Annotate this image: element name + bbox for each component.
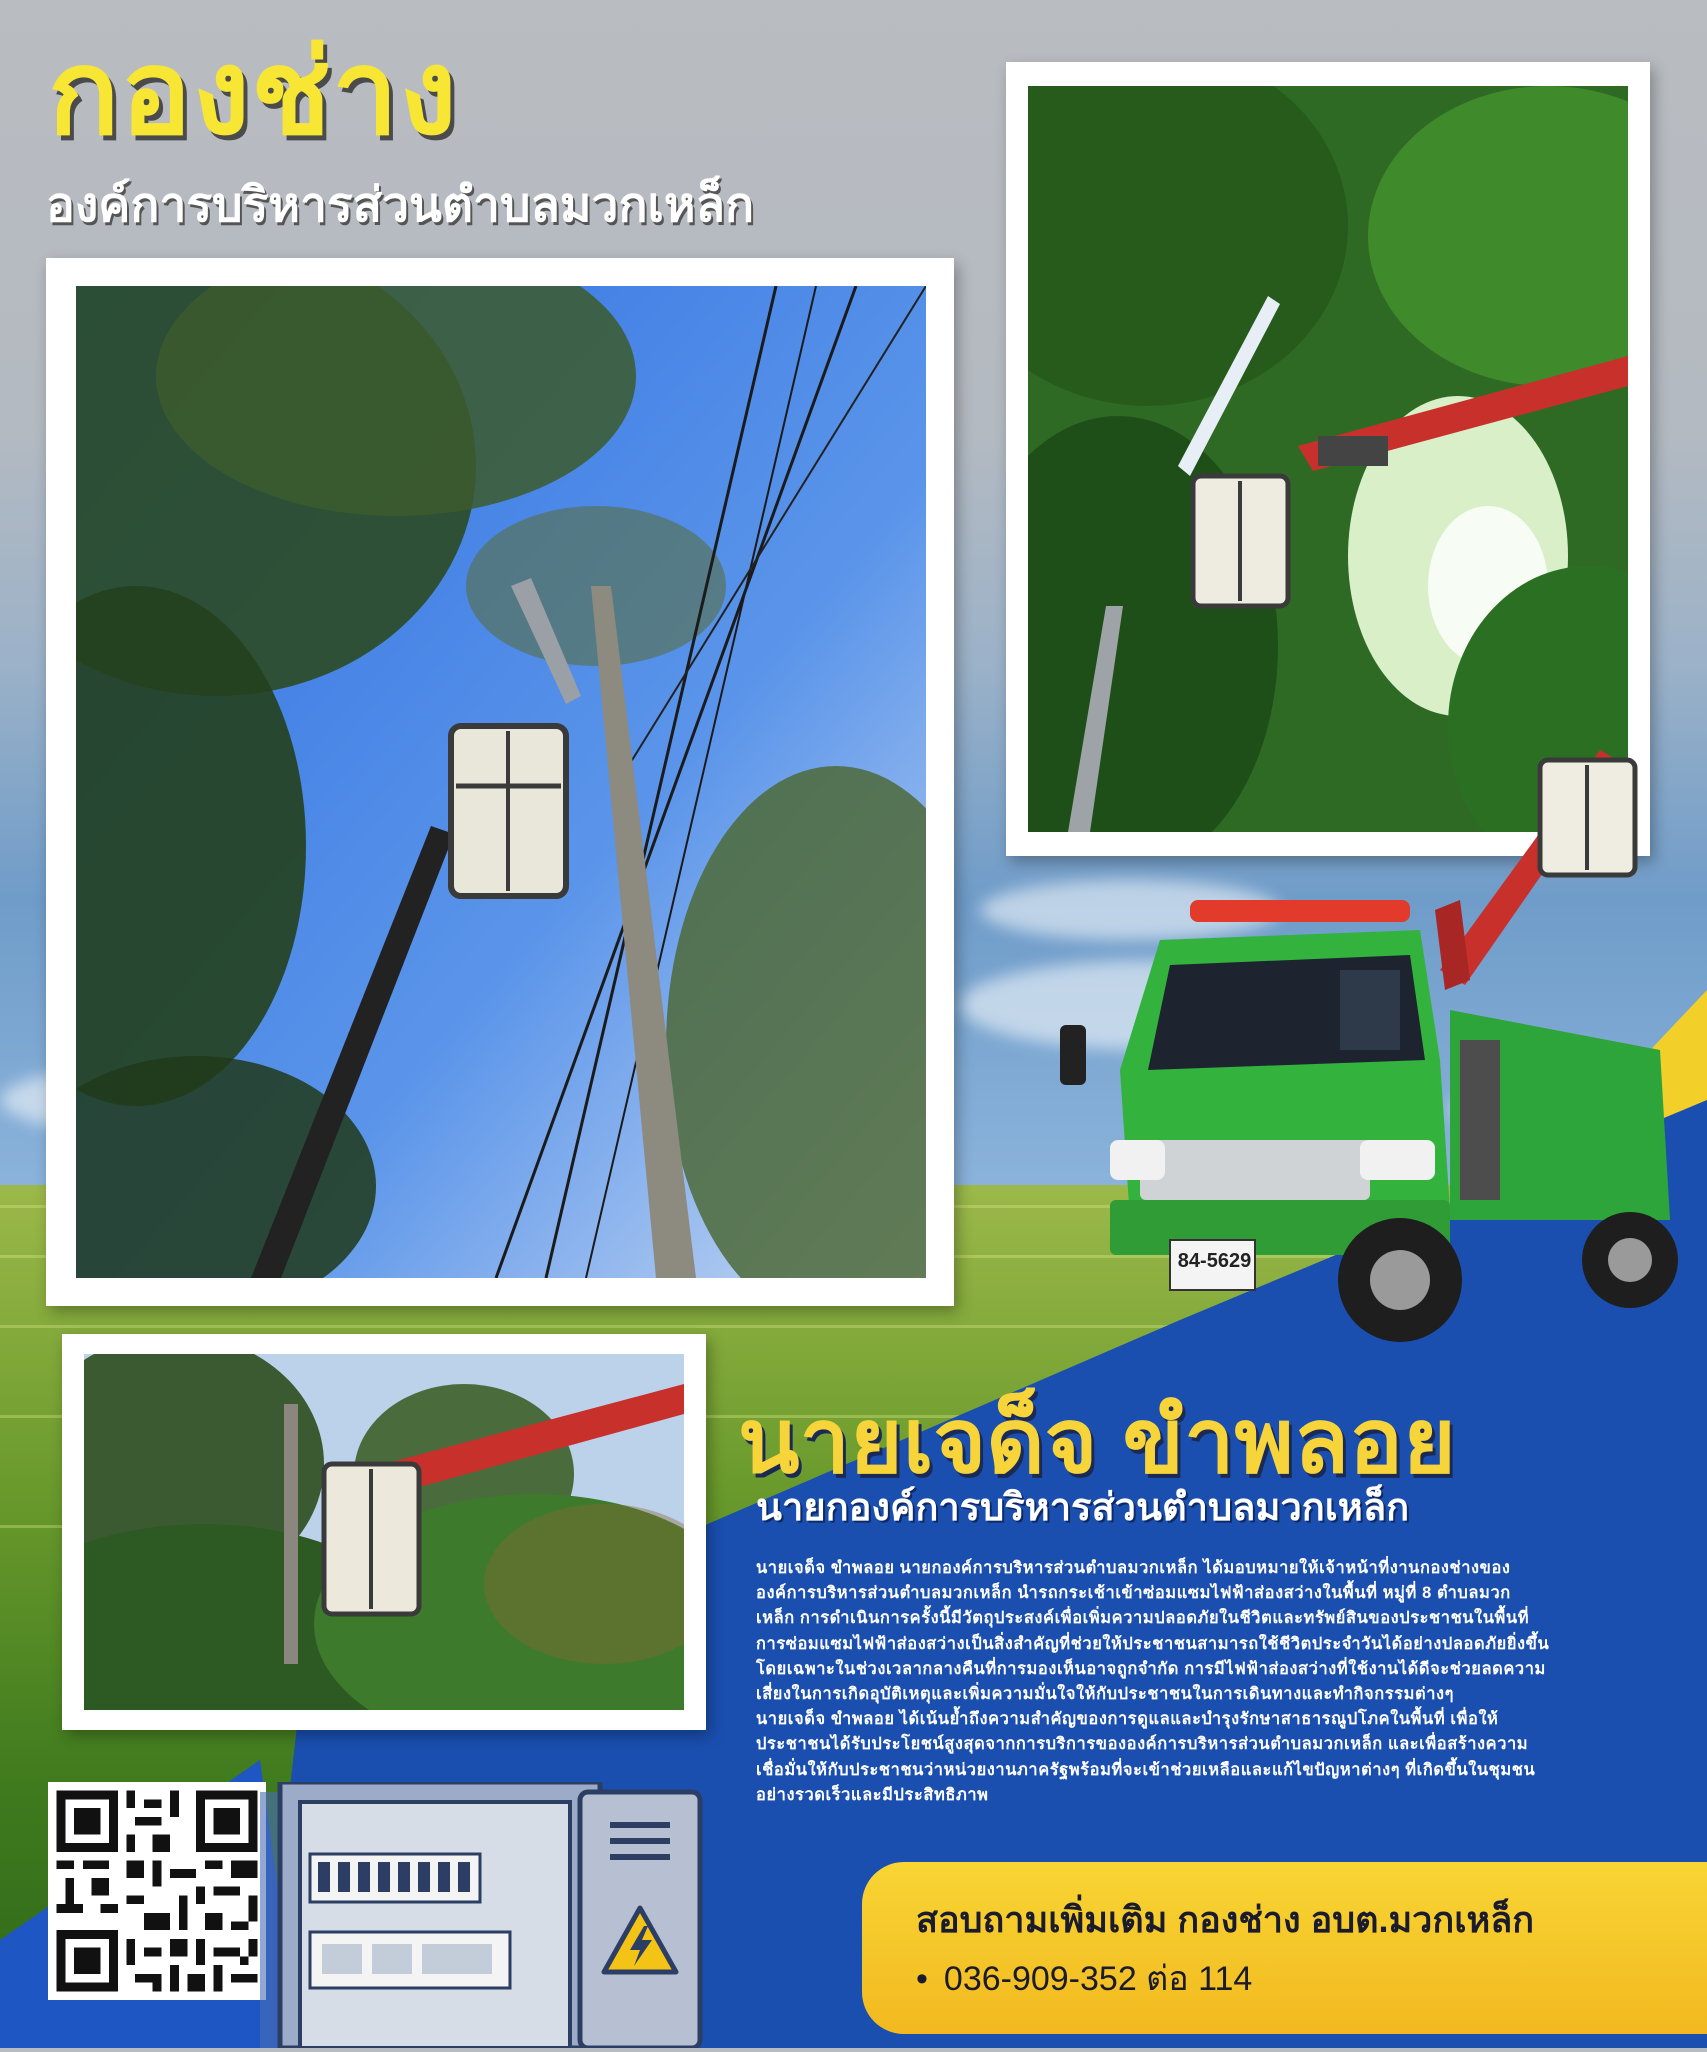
main-photo-frame	[46, 258, 954, 1306]
description-line: เสี่ยงในการเกิดอุบัติเหตุและเพิ่มความมั่นใจให้กับประชาชนในการเดินทางและทำกิจกรรมต่างๆ	[756, 1685, 1455, 1704]
lightning-warning-icon	[600, 1904, 680, 1976]
top-right-photo-frame	[1006, 62, 1650, 856]
top-right-photo	[1028, 86, 1628, 832]
description-line: การซ่อมแซมไฟฟ้าส่องสว่างเป็นสิ่งสำคัญที่ช่วยให้ประชาชนสามารถใช้ชีวิตประจำวันได้อย่างปลอดภัยยิ่งขึ้น	[756, 1634, 1550, 1653]
bottom-left-photo-frame	[62, 1334, 706, 1730]
crane-truck-image	[1040, 740, 1680, 1380]
page-subtitle: องค์การบริหารส่วนตำบลมวกเหล็ก	[46, 179, 755, 232]
contact-box	[862, 1862, 1707, 2034]
contact-title: สอบถามเพิ่มเติม กองช่าง อบต.มวกเหล็ก	[916, 1899, 1535, 1940]
contact-phone: 036-909-352 ต่อ 114	[943, 1960, 1253, 1998]
description-line: นายเจด็จ ขำพลอย ได้เน้นย้ำถึงความสำคัญของการดูแลและบำรุงรักษาสาธารณูปโภคในพื้นที่ เพื่อให้	[756, 1710, 1499, 1729]
person-position: นายกองค์การบริหารส่วนตำบลมวกเหล็ก	[756, 1487, 1410, 1529]
description-line: เชื่อมั่นให้กับประชาชนว่าหน่วยงานภาครัฐพร้อมที่จะเข้าช่วยเหลือและแก้ไขปัญหาต่างๆ ที่เกิดขึ้นในชุมชน	[756, 1760, 1536, 1779]
description-line: ประชาชนได้รับประโยชน์สูงสุดจากการบริการขององค์การบริหารส่วนตำบลมวกเหล็ก และเพื่อสร้างความ	[756, 1735, 1529, 1754]
bottom-left-photo	[84, 1354, 684, 1710]
description-text	[756, 1556, 1646, 1808]
description-line: องค์การบริหารส่วนตำบลมวกเหล็ก นำรถกระเช้าเข้าซ่อมแซมไฟฟ้าส่องสว่างในพื้นที่ หมู่ที่ 8 ตำบลมวก	[756, 1584, 1511, 1603]
description-line: เหล็ก การดำเนินการครั้งนี้มีวัตถุประสงค์เพื่อเพิ่มความปลอดภัยในชีวิตและทรัพย์สินของประชาชนในพื้นที่	[756, 1609, 1530, 1628]
description-line: นายเจด็จ ขำพลอย นายกองค์การบริหารส่วนตำบลมวกเหล็ก ได้มอบหมายให้เจ้าหน้าที่งานกองช่างของ	[756, 1559, 1511, 1577]
person-name: นายเจด็จ ขำพลอย	[738, 1392, 1456, 1492]
bullet-icon: •	[916, 1960, 928, 1998]
contact-phone-row	[916, 1958, 1252, 2000]
description-line: อย่างรวดเร็วและมีประสิทธิภาพ	[756, 1785, 989, 1804]
main-photo	[76, 286, 926, 1278]
description-line: โดยเฉพาะในช่วงเวลากลางคืนที่การมองเห็นอาจถูกจำกัด การมีไฟฟ้าส่องสว่างที่ใช้งานได้ดีจะช่วยลดความ	[756, 1659, 1546, 1678]
qr-code-icon[interactable]	[48, 1782, 266, 2000]
electrical-cabinet-illustration	[260, 1782, 720, 2048]
truck-plate-text: 84-5629	[1177, 1250, 1252, 1272]
page-title: กองช่าง	[48, 27, 458, 159]
